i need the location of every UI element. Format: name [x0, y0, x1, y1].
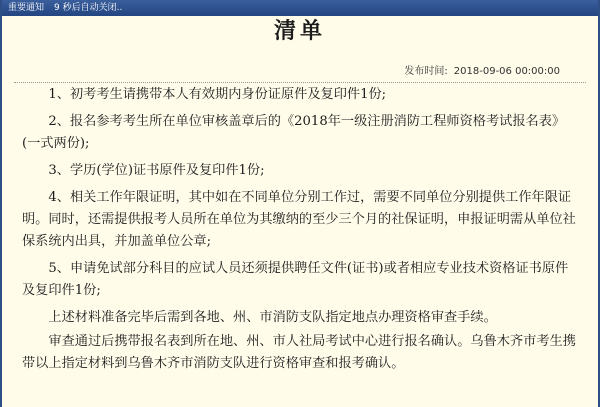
publish-time-label: 发布时间:: [404, 66, 448, 77]
publish-time: [404, 62, 560, 77]
notice-titlebar: [2, 0, 598, 16]
list-item: 3、学历(学位)证书原件及复印件1份;: [48, 163, 265, 178]
list-item: 5、申请免试部分科目的应试人员还须提供聘任文件(证书)或者相应专业技术资格证书原件及复印件1份;: [22, 261, 569, 298]
notice-label: 重要通知: [8, 3, 45, 13]
note-paragraph: 上述材料准备完毕后需到各地、州、市消防支队指定地点办理资格审查手续。: [48, 310, 497, 325]
note-paragraph: 审查通过后携带报名表到所在地、州、市人社局考试中心进行报名确认。乌鲁木齐市考生携带以上指定材料到乌鲁木齐市消防支队进行资格审查和报考确认。: [22, 334, 576, 371]
list-item: 1、初考考生请携带本人有效期内身份证原件及复印件1份;: [48, 87, 387, 102]
list-item: 4、相关工作年限证明，其中如在不同单位分别工作过，需要不同单位分别提供工作年限证明。同时，还需提供报考人员所在单位为其缴纳的至少三个月的社保证明，申报证明需从单位社保系统内出具，并加盖单位公章;: [22, 190, 576, 249]
list-item: 2、报名参考考生所在单位审核盖章后的《2018年一级注册消防工程师资格考试报名表》(一式两份);: [22, 114, 566, 151]
page-title: 清单: [273, 18, 326, 44]
document-body: [22, 84, 577, 377]
auto-close-countdown[interactable]: 9 秒后自动关闭..: [54, 3, 123, 13]
title-divider: [14, 82, 586, 83]
publish-time-value: 2018-09-06 00:00:00: [453, 66, 560, 77]
